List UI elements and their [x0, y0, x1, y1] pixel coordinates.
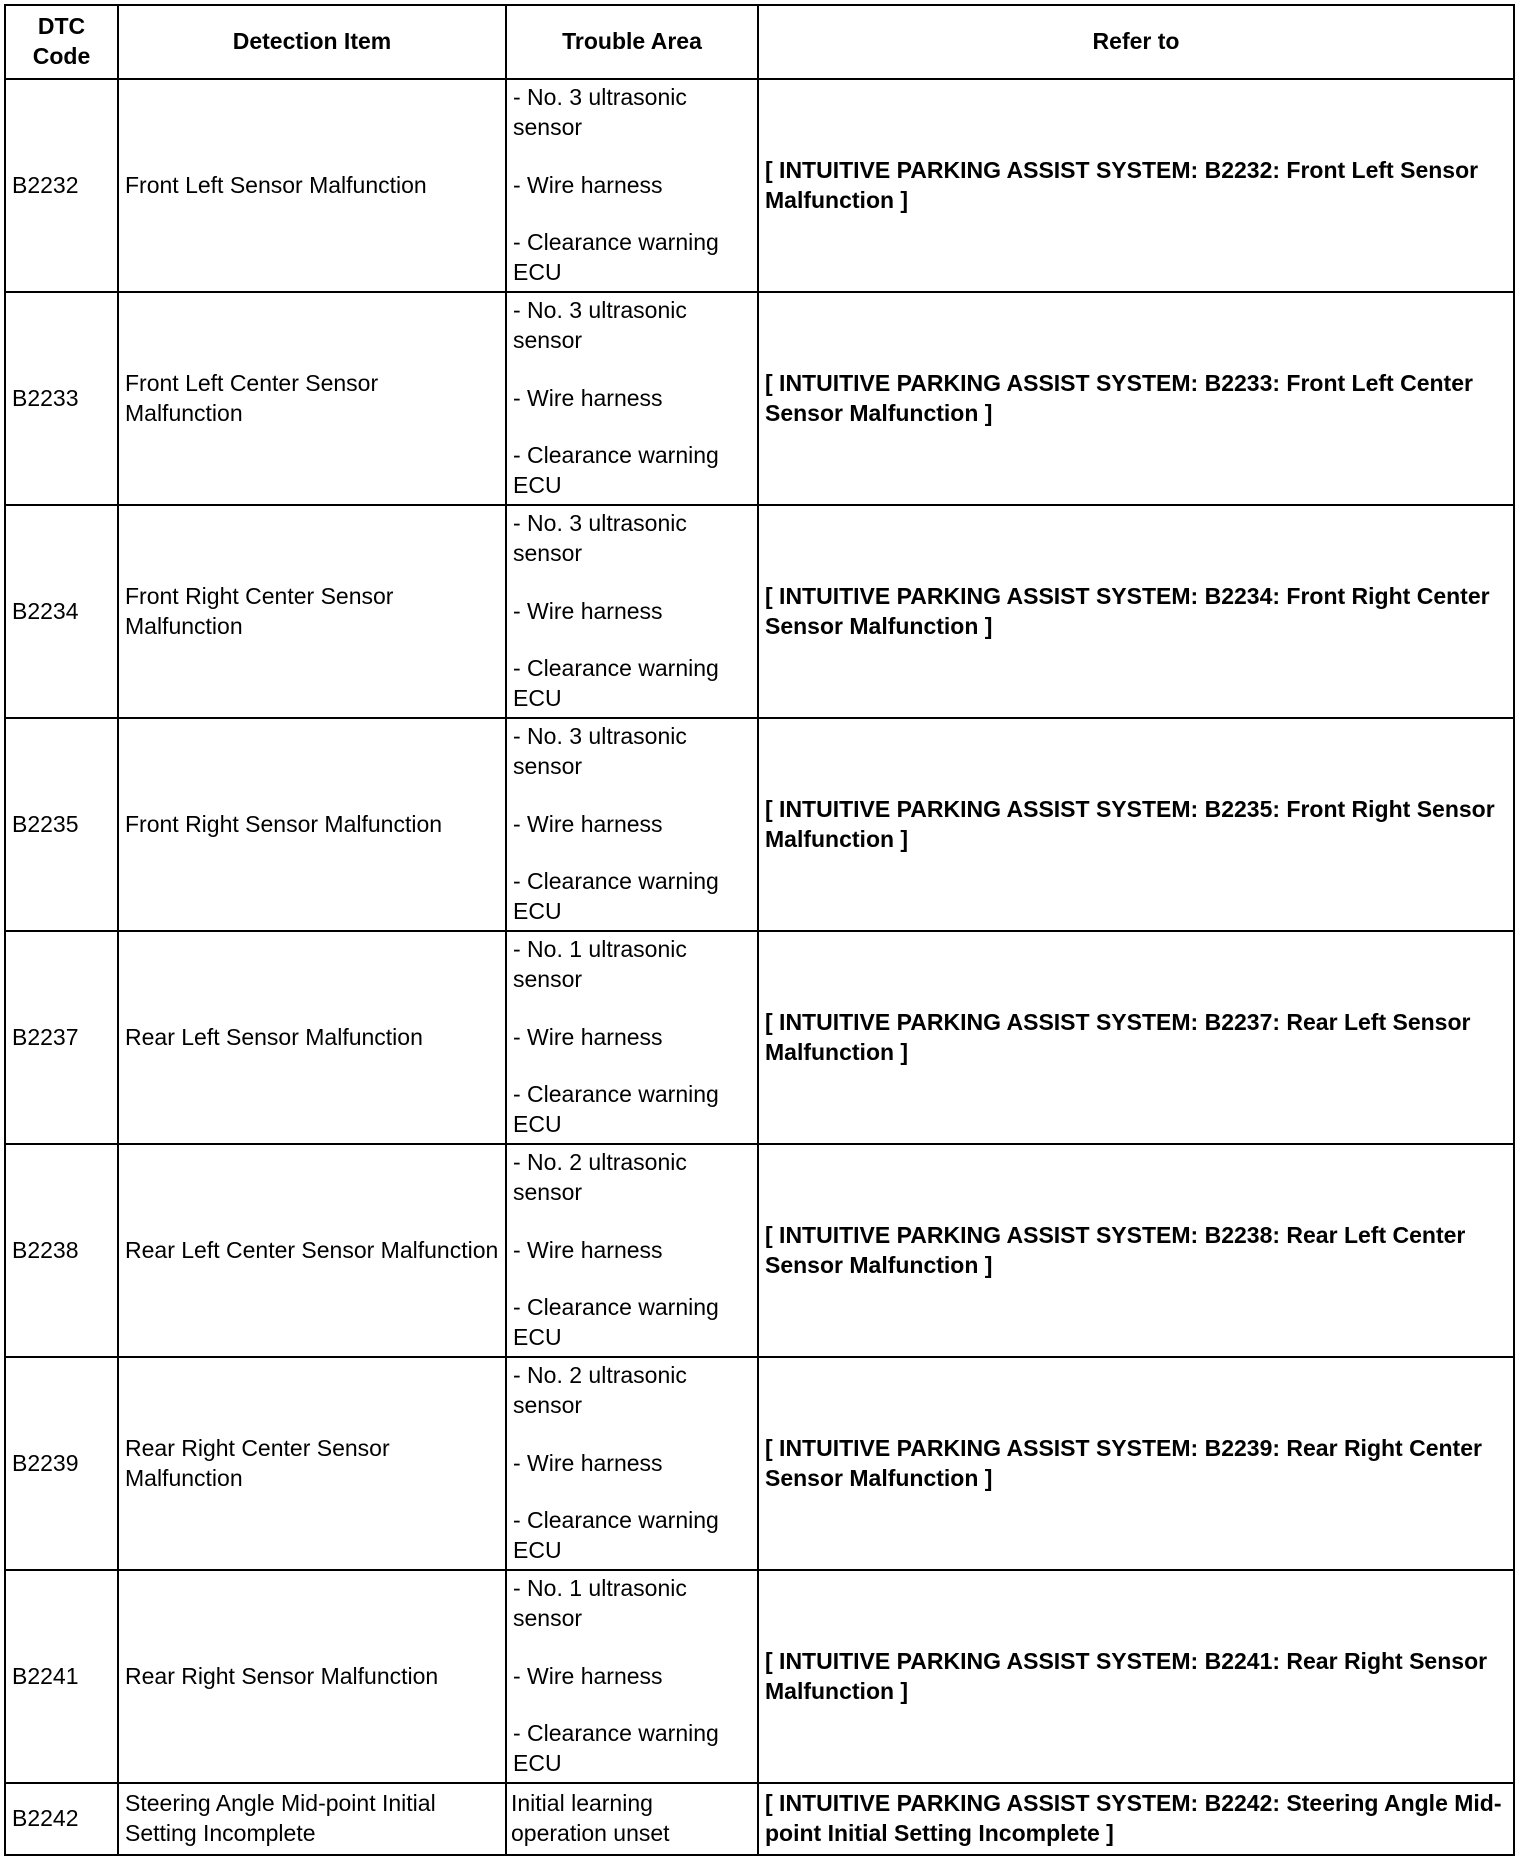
table-row	[5, 79, 1514, 292]
trouble-area-item: - Clearance warning ECU	[513, 229, 719, 286]
table-row	[5, 1783, 1514, 1855]
trouble-area-item: - No. 3 ultrasonic sensor	[513, 296, 687, 353]
table-row	[5, 718, 1514, 931]
trouble-area-cell	[506, 931, 758, 1144]
line-spacer	[513, 626, 751, 654]
trouble-area-item: - No. 1 ultrasonic sensor	[513, 1574, 687, 1631]
table-row	[5, 505, 1514, 718]
table-header-row	[5, 5, 1514, 79]
trouble-area-item: - No. 3 ultrasonic sensor	[513, 722, 687, 779]
trouble-area-item: - Wire harness	[513, 810, 663, 837]
detection-item-cell: Rear Left Sensor Malfunction	[118, 931, 506, 1144]
dtc-code-cell: B2241	[5, 1570, 118, 1783]
trouble-area-cell	[506, 505, 758, 718]
header-refer-to: Refer to	[758, 5, 1514, 79]
refer-to-link[interactable]: [ INTUITIVE PARKING ASSIST SYSTEM: B2232: Front Left Sensor Malfunction ]	[758, 79, 1514, 292]
trouble-area-item: - No. 1 ultrasonic sensor	[513, 935, 687, 992]
line-spacer	[513, 1634, 751, 1662]
header-detection-item: Detection Item	[118, 5, 506, 79]
trouble-area-cell	[506, 1357, 758, 1570]
detection-item-cell: Front Right Sensor Malfunction	[118, 718, 506, 931]
trouble-area-cell	[506, 718, 758, 931]
detection-item-cell: Steering Angle Mid-point Initial Setting Incomplete	[118, 1783, 506, 1855]
line-spacer	[513, 1478, 751, 1506]
refer-to-link[interactable]: [ INTUITIVE PARKING ASSIST SYSTEM: B2234: Front Right Center Sensor Malfunction ]	[758, 505, 1514, 718]
dtc-code-cell: B2238	[5, 1144, 118, 1357]
trouble-area-item: - Wire harness	[513, 384, 663, 411]
trouble-area-item: - Wire harness	[513, 1236, 663, 1263]
trouble-area-item: - Clearance warning ECU	[513, 868, 719, 925]
trouble-area-item: - Wire harness	[513, 1023, 663, 1050]
trouble-area-item: - Clearance warning ECU	[513, 442, 719, 499]
trouble-area-item: - No. 2 ultrasonic sensor	[513, 1361, 687, 1418]
trouble-area-item: - No. 2 ultrasonic sensor	[513, 1148, 687, 1205]
trouble-area-cell	[506, 79, 758, 292]
dtc-code-cell: B2242	[5, 1783, 118, 1855]
line-spacer	[513, 1421, 751, 1449]
trouble-area-item: - Wire harness	[513, 171, 663, 198]
line-spacer	[513, 569, 751, 597]
line-spacer	[513, 200, 751, 228]
refer-to-link[interactable]: [ INTUITIVE PARKING ASSIST SYSTEM: B2235: Front Right Sensor Malfunction ]	[758, 718, 1514, 931]
line-spacer	[513, 839, 751, 867]
trouble-area-item: - Clearance warning ECU	[513, 1720, 719, 1777]
trouble-area-item: - No. 3 ultrasonic sensor	[513, 509, 687, 566]
line-spacer	[513, 413, 751, 441]
dtc-code-cell: B2232	[5, 79, 118, 292]
detection-item-cell: Rear Right Sensor Malfunction	[118, 1570, 506, 1783]
refer-to-link[interactable]: [ INTUITIVE PARKING ASSIST SYSTEM: B2237: Rear Left Sensor Malfunction ]	[758, 931, 1514, 1144]
table-row	[5, 292, 1514, 505]
line-spacer	[513, 356, 751, 384]
line-spacer	[513, 995, 751, 1023]
detection-item-cell: Front Left Sensor Malfunction	[118, 79, 506, 292]
dtc-code-cell: B2233	[5, 292, 118, 505]
line-spacer	[513, 1208, 751, 1236]
table-row	[5, 931, 1514, 1144]
line-spacer	[513, 1691, 751, 1719]
dtc-table	[4, 4, 1515, 1856]
dtc-code-cell: B2234	[5, 505, 118, 718]
trouble-area-cell	[506, 292, 758, 505]
dtc-code-cell: B2235	[5, 718, 118, 931]
refer-to-link[interactable]: [ INTUITIVE PARKING ASSIST SYSTEM: B2238: Rear Left Center Sensor Malfunction ]	[758, 1144, 1514, 1357]
detection-item-cell: Front Right Center Sensor Malfunction	[118, 505, 506, 718]
table-row	[5, 1357, 1514, 1570]
line-spacer	[513, 1265, 751, 1293]
refer-to-link[interactable]: [ INTUITIVE PARKING ASSIST SYSTEM: B2242: Steering Angle Mid-point Initial Setting Incomplete ]	[758, 1783, 1514, 1855]
trouble-area-item: - Clearance warning ECU	[513, 1081, 719, 1138]
refer-to-link[interactable]: [ INTUITIVE PARKING ASSIST SYSTEM: B2241: Rear Right Sensor Malfunction ]	[758, 1570, 1514, 1783]
dtc-code-cell: B2239	[5, 1357, 118, 1570]
trouble-area-item: - Wire harness	[513, 1449, 663, 1476]
trouble-area-cell	[506, 1783, 758, 1855]
trouble-area-item: - Wire harness	[513, 597, 663, 624]
table-row	[5, 1570, 1514, 1783]
trouble-area-item: - Wire harness	[513, 1662, 663, 1689]
trouble-area-cell	[506, 1570, 758, 1783]
header-dtc-code: DTC Code	[5, 5, 118, 79]
detection-item-cell: Rear Right Center Sensor Malfunction	[118, 1357, 506, 1570]
header-trouble-area: Trouble Area	[506, 5, 758, 79]
line-spacer	[513, 1052, 751, 1080]
trouble-area-item: - Clearance warning ECU	[513, 1507, 719, 1564]
trouble-area-item: - No. 3 ultrasonic sensor	[513, 83, 687, 140]
refer-to-link[interactable]: [ INTUITIVE PARKING ASSIST SYSTEM: B2233: Front Left Center Sensor Malfunction ]	[758, 292, 1514, 505]
table-row	[5, 1144, 1514, 1357]
trouble-area-item: Initial learning operation unset	[511, 1790, 670, 1846]
detection-item-cell: Front Left Center Sensor Malfunction	[118, 292, 506, 505]
detection-item-cell: Rear Left Center Sensor Malfunction	[118, 1144, 506, 1357]
line-spacer	[513, 782, 751, 810]
dtc-code-cell: B2237	[5, 931, 118, 1144]
line-spacer	[513, 143, 751, 171]
dtc-table-body	[5, 79, 1514, 1855]
trouble-area-item: - Clearance warning ECU	[513, 1294, 719, 1351]
trouble-area-item: - Clearance warning ECU	[513, 655, 719, 712]
dtc-table-container	[4, 4, 1515, 1856]
trouble-area-cell	[506, 1144, 758, 1357]
refer-to-link[interactable]: [ INTUITIVE PARKING ASSIST SYSTEM: B2239: Rear Right Center Sensor Malfunction ]	[758, 1357, 1514, 1570]
